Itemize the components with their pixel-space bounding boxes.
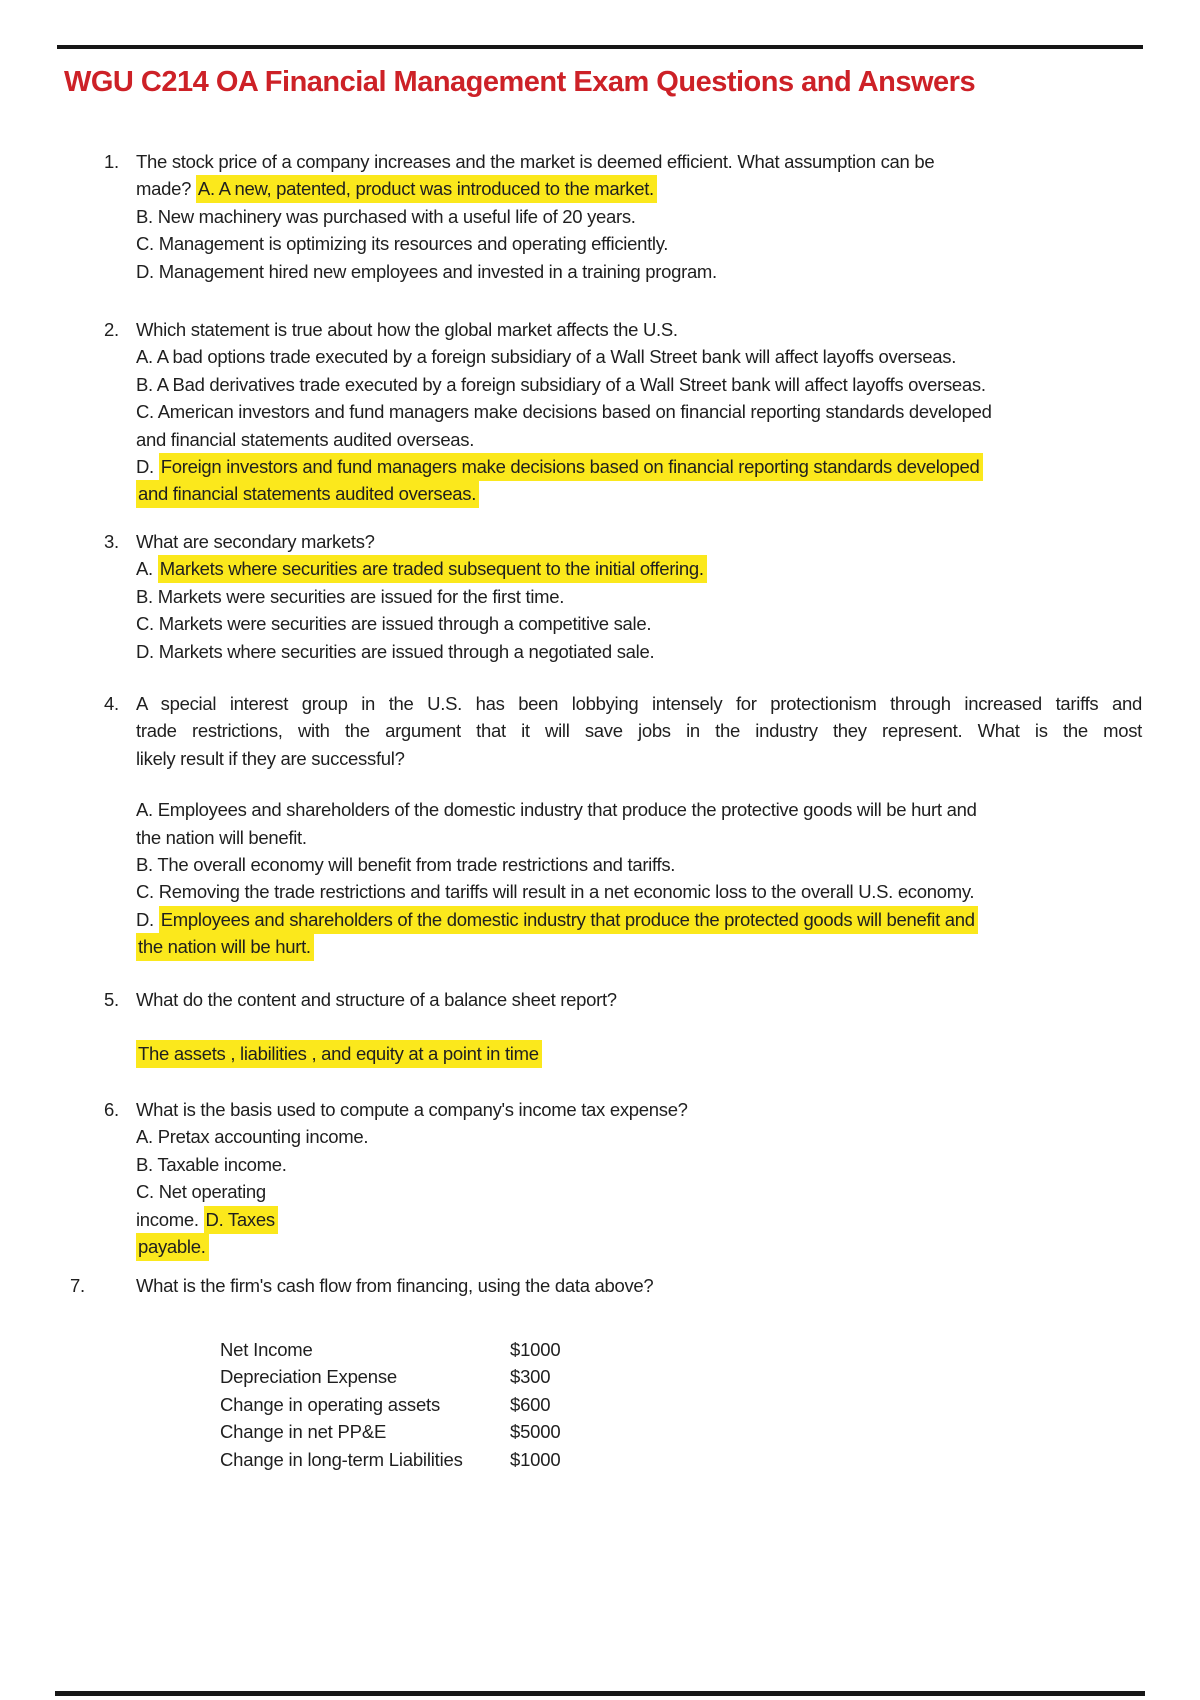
text-segment: C. Management is optimizing its resources and operating efficiently. bbox=[136, 233, 669, 255]
text-segment: D. bbox=[136, 908, 159, 930]
question-line bbox=[136, 398, 1142, 425]
question-body bbox=[136, 690, 1142, 961]
text-segment: and financial statements audited overseas. bbox=[136, 428, 475, 450]
text-segment: the nation will benefit. bbox=[136, 826, 307, 848]
question-line bbox=[136, 316, 1142, 343]
question-line bbox=[136, 1206, 1142, 1233]
question-line bbox=[136, 690, 1142, 717]
question-body bbox=[136, 1272, 1142, 1299]
question-number: 4. bbox=[104, 693, 119, 714]
question-line bbox=[136, 583, 1142, 610]
text-segment: What are secondary markets? bbox=[136, 531, 375, 552]
question-line bbox=[136, 1233, 1142, 1260]
table-label: Net Income bbox=[220, 1339, 313, 1360]
text-segment: B. Markets were securities are issued for the first time. bbox=[136, 585, 565, 607]
text-segment: What is the firm's cash flow from financing, using the data above? bbox=[136, 1275, 654, 1296]
question-line bbox=[136, 480, 1142, 507]
question-number: 2. bbox=[104, 319, 119, 340]
text-segment: D. Management hired new employees and invested in a training program. bbox=[136, 260, 717, 282]
table-value: $300 bbox=[510, 1366, 551, 1388]
text-segment: C. Markets were securities are issued through a competitive sale. bbox=[136, 613, 652, 635]
table-row bbox=[220, 1418, 560, 1445]
table-label: Change in long-term Liabilities bbox=[220, 1448, 463, 1470]
question-line bbox=[136, 1272, 1142, 1299]
text-segment: B. Taxable income. bbox=[136, 1153, 287, 1175]
table-value: $1000 bbox=[510, 1339, 561, 1360]
text-segment: A. Employees and shareholders of the domestic industry that produce the protective goods will be hurt and bbox=[136, 799, 977, 821]
bottom-divider bbox=[55, 1691, 1145, 1696]
question-line bbox=[136, 986, 1142, 1013]
text-segment: C. American investors and fund managers make decisions based on financial reporting standards developed bbox=[136, 401, 992, 423]
highlighted-segment: payable. bbox=[136, 1233, 209, 1261]
question-line bbox=[136, 745, 1142, 772]
question-body bbox=[136, 528, 1142, 665]
cash-flow-data-table bbox=[220, 1336, 560, 1473]
question-item bbox=[0, 148, 1200, 285]
question-line bbox=[136, 453, 1142, 480]
question-number: 1. bbox=[104, 151, 119, 172]
text-segment: D. Markets where securities are issued through a negotiated sale. bbox=[136, 640, 655, 662]
text-segment: A. bbox=[136, 558, 158, 580]
highlighted-segment: A. A new, patented, product was introduced to the market. bbox=[196, 175, 657, 203]
highlighted-segment: and financial statements audited overseas. bbox=[136, 480, 479, 508]
question-body bbox=[136, 1096, 1142, 1260]
page-title: WGU C214 OA Financial Management Exam Questions and Answers bbox=[64, 66, 976, 98]
text-segment: income. bbox=[136, 1208, 204, 1230]
text-segment: A special interest group in the U.S. has been lobbying intensely for protectionism through increased tariffs and bbox=[136, 693, 1142, 714]
question-line bbox=[136, 933, 1142, 960]
highlighted-segment: The assets , liabilities , and equity at a point in time bbox=[136, 1040, 542, 1068]
question-line bbox=[136, 555, 1142, 582]
text-segment: What do the content and structure of a balance sheet report? bbox=[136, 989, 617, 1010]
question-line bbox=[136, 878, 1142, 905]
question-line bbox=[136, 1096, 1142, 1123]
table-value: $600 bbox=[510, 1393, 551, 1415]
question-item bbox=[0, 316, 1200, 508]
highlighted-segment: D. Taxes bbox=[204, 1206, 278, 1234]
text-segment: made? bbox=[136, 178, 196, 200]
question-item bbox=[0, 1272, 1200, 1299]
table-label: Change in operating assets bbox=[220, 1393, 441, 1415]
text-segment: B. New machinery was purchased with a useful life of 20 years. bbox=[136, 205, 636, 227]
text-segment: What is the basis used to compute a company's income tax expense? bbox=[136, 1099, 688, 1120]
table-value: $5000 bbox=[510, 1421, 561, 1443]
text-segment: B. The overall economy will benefit from trade restrictions and tariffs. bbox=[136, 854, 676, 876]
question-number: 3. bbox=[104, 531, 119, 552]
question-line bbox=[136, 1151, 1142, 1178]
highlighted-segment: Foreign investors and fund managers make decisions based on financial reporting standards developed bbox=[159, 453, 983, 481]
text-segment: trade restrictions, with the argument that it will save jobs in the industry they represent. What is the most bbox=[136, 720, 1142, 742]
question-line bbox=[136, 371, 1142, 398]
table-label: Change in net PP&E bbox=[220, 1421, 387, 1443]
question-line bbox=[136, 203, 1142, 230]
question-item bbox=[0, 528, 1200, 665]
text-segment: A. Pretax accounting income. bbox=[136, 1126, 369, 1148]
text-segment: D. bbox=[136, 456, 159, 478]
question-item bbox=[0, 1096, 1200, 1260]
table-row bbox=[220, 1446, 560, 1473]
table-row bbox=[220, 1336, 560, 1363]
question-body bbox=[136, 148, 1142, 285]
text-segment: C. Net operating bbox=[136, 1181, 266, 1203]
question-line bbox=[136, 906, 1142, 933]
question-body bbox=[136, 316, 1142, 508]
question-line bbox=[136, 343, 1142, 370]
table-row bbox=[220, 1391, 560, 1418]
text-segment: A. A bad options trade executed by a foreign subsidiary of a Wall Street bank will affect layoffs overseas. bbox=[136, 346, 957, 368]
text-segment: C. Removing the trade restrictions and tariffs will result in a net economic loss to the overall U.S. economy. bbox=[136, 881, 975, 903]
question-number: 6. bbox=[104, 1099, 119, 1120]
question-number: 7. bbox=[70, 1275, 85, 1296]
question-item bbox=[0, 986, 1200, 1068]
question-line bbox=[136, 148, 1142, 175]
question-line bbox=[136, 824, 1142, 851]
question-line bbox=[136, 1123, 1142, 1150]
question-line bbox=[136, 258, 1142, 285]
question-line bbox=[136, 851, 1142, 878]
question-body bbox=[136, 986, 1142, 1068]
question-line bbox=[136, 796, 1142, 823]
table-value: $1000 bbox=[510, 1448, 561, 1470]
question-item bbox=[0, 690, 1200, 961]
highlighted-segment: the nation will be hurt. bbox=[136, 933, 314, 961]
highlighted-segment: Markets where securities are traded subsequent to the initial offering. bbox=[158, 555, 707, 583]
question-number: 5. bbox=[104, 989, 119, 1010]
table-label: Depreciation Expense bbox=[220, 1366, 397, 1388]
question-line bbox=[136, 426, 1142, 453]
text-segment: B. A Bad derivatives trade executed by a foreign subsidiary of a Wall Street bank will affect layoffs overseas. bbox=[136, 373, 986, 395]
question-line bbox=[136, 528, 1142, 555]
table-row bbox=[220, 1363, 560, 1390]
highlighted-segment: Employees and shareholders of the domestic industry that produce the protected goods will benefit and bbox=[159, 906, 978, 934]
question-line bbox=[136, 638, 1142, 665]
question-line bbox=[136, 175, 1142, 202]
text-segment: likely result if they are successful? bbox=[136, 747, 405, 769]
question-line bbox=[136, 717, 1142, 744]
question-line bbox=[136, 230, 1142, 257]
text-segment: Which statement is true about how the global market affects the U.S. bbox=[136, 319, 678, 340]
text-segment: The stock price of a company increases and the market is deemed efficient. What assumption can be bbox=[136, 151, 935, 172]
question-line bbox=[136, 1178, 1142, 1205]
question-line bbox=[136, 1040, 1142, 1067]
top-divider bbox=[57, 45, 1143, 49]
question-line bbox=[136, 610, 1142, 637]
